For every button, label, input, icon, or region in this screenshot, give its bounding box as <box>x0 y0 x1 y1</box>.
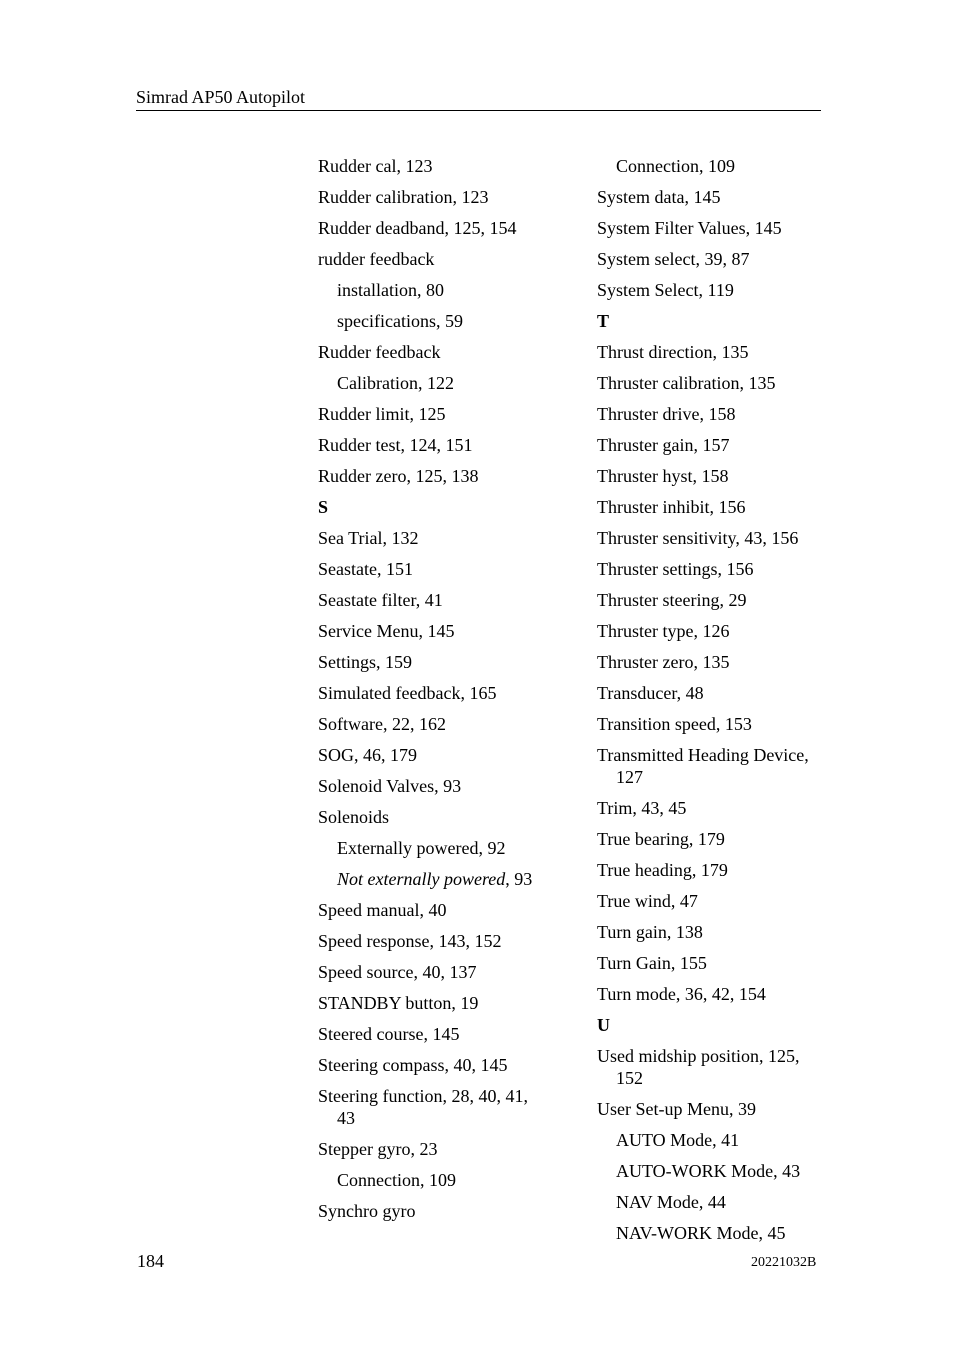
index-entry: Synchro gyro <box>318 1201 416 1221</box>
header-rule <box>136 110 821 111</box>
index-entry: Service Menu, 145 <box>318 621 455 641</box>
index-entry: Solenoid Valves, 93 <box>318 776 462 796</box>
page-number: 184 <box>137 1251 164 1271</box>
index-entry: Thruster settings, 156 <box>597 559 754 579</box>
index-entry: Software, 22, 162 <box>318 714 446 734</box>
index-entry: Steering compass, 40, 145 <box>318 1055 508 1075</box>
index-section-letter: S <box>318 497 329 517</box>
index-subentry: NAV Mode, 44 <box>616 1192 726 1212</box>
index-entry: Settings, 159 <box>318 652 413 672</box>
index-entry: SOG, 46, 179 <box>318 745 418 765</box>
index-subentry: Externally powered, 92 <box>337 838 506 858</box>
index-entry: Thruster inhibit, 156 <box>597 497 746 517</box>
index-entry: True wind, 47 <box>597 891 698 911</box>
index-entry: Turn mode, 36, 42, 154 <box>597 984 766 1004</box>
index-column-right <box>597 155 827 1253</box>
index-entry: Rudder zero, 125, 138 <box>318 466 479 486</box>
index-entry: User Set-up Menu, 39 <box>597 1099 756 1119</box>
index-entry: Transition speed, 153 <box>597 714 752 734</box>
index-entry: Turn gain, 138 <box>597 922 703 942</box>
index-entry: rudder feedback <box>318 249 435 269</box>
index-subentry: NAV-WORK Mode, 45 <box>616 1223 786 1243</box>
index-entry-italic-text: Not externally powered <box>337 869 506 889</box>
index-entry: Stepper gyro, 23 <box>318 1139 438 1159</box>
index-entry: True heading, 179 <box>597 860 728 880</box>
index-entry: System Select, 119 <box>597 280 734 300</box>
index-entry: STANDBY button, 19 <box>318 993 479 1013</box>
index-entry: Thruster calibration, 135 <box>597 373 776 393</box>
index-subentry: Calibration, 122 <box>337 373 454 393</box>
index-entry: Rudder deadband, 125, 154 <box>318 218 517 238</box>
running-header: Simrad AP50 Autopilot <box>136 87 306 107</box>
index-section-letter: U <box>597 1015 610 1035</box>
index-entry: Thruster drive, 158 <box>597 404 736 424</box>
index-entry: System select, 39, 87 <box>597 249 750 269</box>
index-entry: Trim, 43, 45 <box>597 798 687 818</box>
index-entry: System Filter Values, 145 <box>597 218 782 238</box>
index-subentry: specifications, 59 <box>337 311 463 331</box>
index-entry: Speed response, 143, 152 <box>318 931 502 951</box>
index-entry: Solenoids <box>318 807 390 827</box>
index-entry: Rudder cal, 123 <box>318 156 433 176</box>
index-entry: Thrust direction, 135 <box>597 342 749 362</box>
index-entry: Speed source, 40, 137 <box>318 962 477 982</box>
index-entry: Transmitted Heading Device, 127 <box>597 745 809 787</box>
index-entry-page-refs: , 93 <box>505 869 533 889</box>
index-subentry: installation, 80 <box>337 280 444 300</box>
index-subentry: AUTO Mode, 41 <box>616 1130 740 1150</box>
index-entry: Rudder limit, 125 <box>318 404 446 424</box>
index-entry: Steered course, 145 <box>318 1024 460 1044</box>
index-subentry: Connection, 109 <box>337 1170 456 1190</box>
index-entry: Turn Gain, 155 <box>597 953 707 973</box>
index-entry: Rudder test, 124, 151 <box>318 435 473 455</box>
index-column-left <box>318 155 548 1231</box>
index-entry: True bearing, 179 <box>597 829 725 849</box>
index-entry: Thruster sensitivity, 43, 156 <box>597 528 799 548</box>
index-entry: Simulated feedback, 165 <box>318 683 497 703</box>
index-entry: Seastate filter, 41 <box>318 590 443 610</box>
index-entry: Sea Trial, 132 <box>318 528 419 548</box>
index-entry: Thruster hyst, 158 <box>597 466 729 486</box>
index-entry: Transducer, 48 <box>597 683 704 703</box>
index-entry: System data, 145 <box>597 187 721 207</box>
index-entry: Thruster type, 126 <box>597 621 730 641</box>
index-entry: Seastate, 151 <box>318 559 413 579</box>
document-code: 20221032B <box>751 1255 817 1270</box>
index-entry: Thruster steering, 29 <box>597 590 747 610</box>
index-entry: Thruster zero, 135 <box>597 652 730 672</box>
index-subentry <box>318 868 548 890</box>
index-entry: Rudder feedback <box>318 342 441 362</box>
index-entry: Used midship position, 125, 152 <box>597 1046 800 1088</box>
index-section-letter: T <box>597 311 610 331</box>
index-entry: Steering function, 28, 40, 41, 43 <box>318 1086 528 1128</box>
index-subentry: AUTO-WORK Mode, 43 <box>616 1161 801 1181</box>
index-entry: Thruster gain, 157 <box>597 435 730 455</box>
index-subentry: Connection, 109 <box>616 156 735 176</box>
index-entry: Speed manual, 40 <box>318 900 447 920</box>
index-entry: Rudder calibration, 123 <box>318 187 489 207</box>
